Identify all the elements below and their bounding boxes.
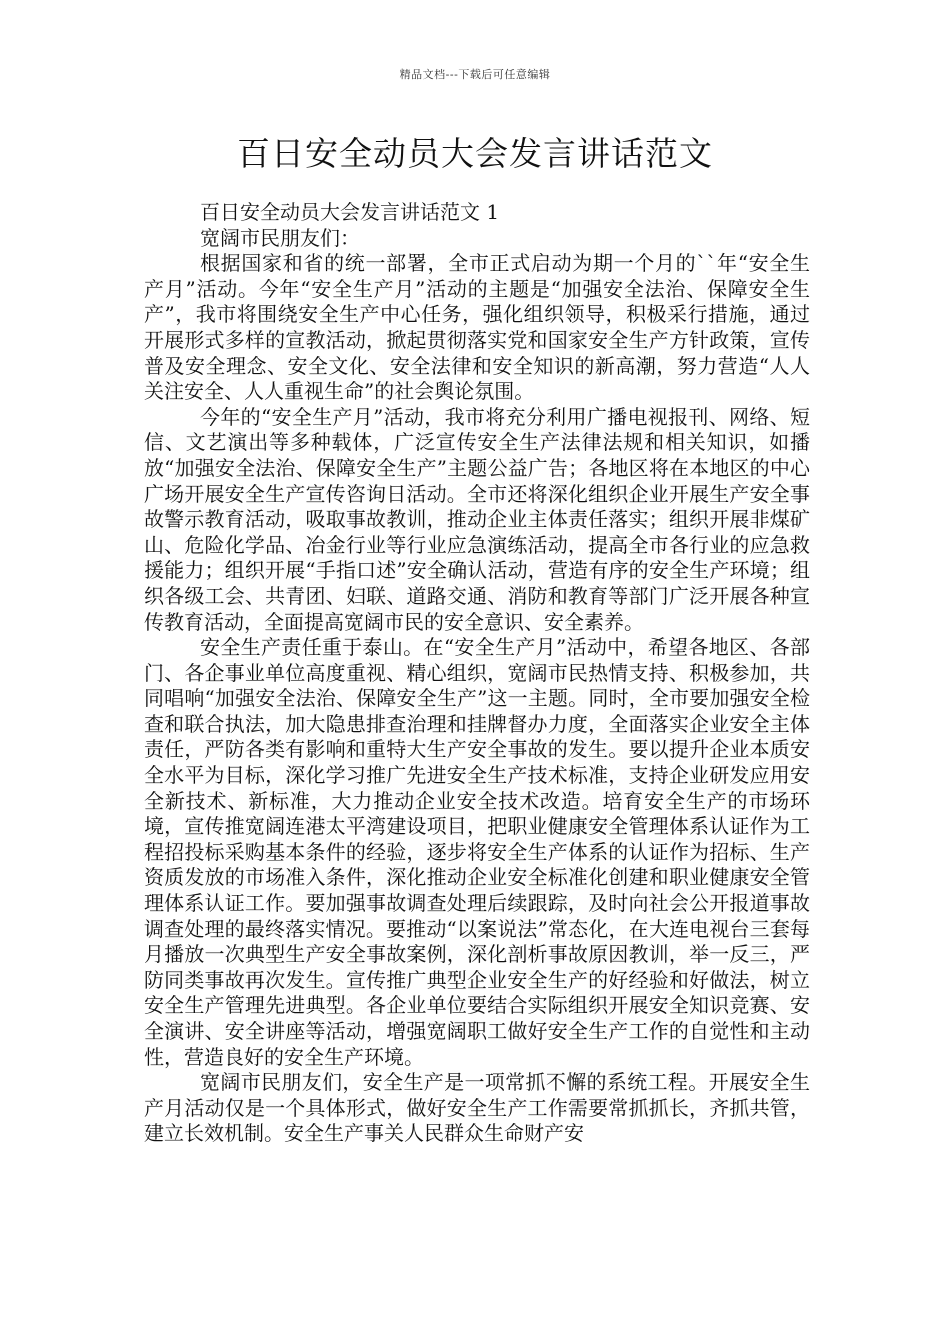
paragraph-3: 安全生产责任重于泰山。在“安全生产月”活动中，希望各地区、各部门、各企事业单位高度重视、精心组织，宽阔市民热情支持、积极参加，共同唱响“加强安全法治、保障安全生产”这一主题。同时，全市要加强安全检查和联合执法，加大隐患排查治理和挂牌督办力度，全面落实企业安全主体责任，严防各类有影响和重特大生产安全事故的发生。要以提升企业本质安全水平为目标，深化学习推广先进安全生产技术标准，支持企业研发应用安全新技术、新标准，大力推动企业安全技术改造。培育安全生产的市场环境，宣传推宽阔连港太平湾建设项目，把职业健康安全管理体系认证作为工程招投标采购基本条件的经验，逐步将安全生产体系的认证作为招标、生产资质发放的市场准入条件，深化推动企业安全标准化创建和职业健康安全管理体系认证工作。要加强事故调查处理后续跟踪，及时向社会公开报道事故调查处理的最终落实情况。要推动“以案说法”常态化，在大连电视台三套每月播放一次典型生产安全事故案例，深化剖析事故原因教训，举一反三，严防同类事故再次发生。宣传推广典型企业安全生产的好经验和好做法，树立安全生产管理先进典型。各企业单位要结合实际组织开展安全知识竞赛、安全演讲、安全讲座等活动，增强宽阔职工做好安全生产工作的自觉性和主动性，营造良好的安全生产环境。 bbox=[144, 635, 810, 1069]
document-title: 百日安全动员大会发言讲话范文 bbox=[237, 134, 713, 173]
document-subtitle: 百日安全动员大会发言讲话范文 1 bbox=[200, 200, 500, 224]
salutation: 宽阔市民朋友们： bbox=[200, 225, 360, 250]
document-body bbox=[144, 200, 810, 1147]
header-note: 精品文档---下载后可任意编辑 bbox=[399, 68, 551, 81]
paragraph-1: 根据国家和省的统一部署，全市正式启动为期一个月的``年“安全生产月”活动。今年“安全生产月”活动的主题是“加强安全法治、保障安全生产”，我市将围绕安全生产中心任务，强化组织领导，积极采行措施，通过开展形式多样的宣教活动，掀起贯彻落实党和国家安全生产方针政策，宣传普及安全理念、安全文化、安全法律和安全知识的新高潮，努力营造“人人关注安全、人人重视生命”的社会舆论氛围。 bbox=[144, 251, 810, 404]
paragraph-4: 宽阔市民朋友们，安全生产是一项常抓不懈的系统工程。开展安全生产月活动仅是一个具体形式，做好安全生产工作需要常抓抓长，齐抓共管，建立长效机制。安全生产事关人民群众生命财产安 bbox=[144, 1070, 810, 1146]
paragraph-2: 今年的“安全生产月”活动，我市将充分利用广播电视报刊、网络、短信、文艺演出等多种载体，广泛宣传安全生产法律法规和相关知识，如播放“加强安全法治、保障安全生产”主题公益广告；各地区将在本地区的中心广场开展安全生产宣传咨询日活动。全市还将深化组织企业开展生产安全事故警示教育活动，吸取事故教训，推动企业主体责任落实；组织开展非煤矿山、危险化学品、冶金行业等行业应急演练活动，提高全市各行业的应急救援能力；组织开展“手指口述”安全确认活动，营造有序的安全生产环境；组织各级工会、共青团、妇联、道路交通、消防和教育等部门广泛开展各种宣传教育活动，全面提高宽阔市民的安全意识、安全素养。 bbox=[144, 404, 810, 634]
